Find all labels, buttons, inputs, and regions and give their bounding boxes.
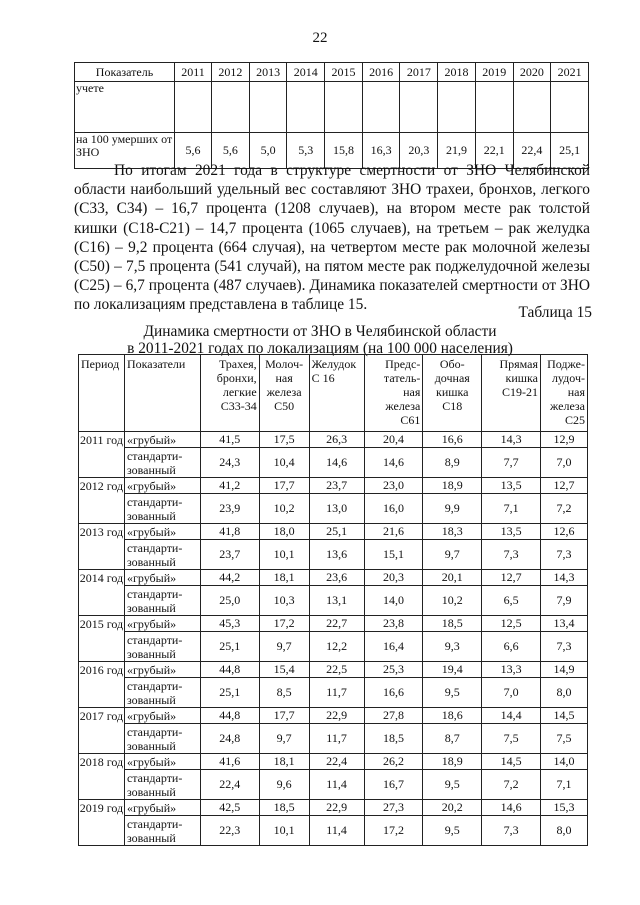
standardized-value: 11,7 [309,724,364,754]
standardized-value: 13,1 [309,586,364,616]
crude-value: 23,8 [364,616,423,632]
crude-row [79,432,588,448]
top-header-year: 2011 [175,63,212,82]
crude-row [79,800,588,816]
standardized-value: 7,7 [482,448,541,478]
crude-row [79,662,588,678]
table-number: Таблица 15 [518,304,592,321]
top-cell-value [400,82,438,133]
standardized-value: 7,2 [482,770,541,800]
period-cell: 2013 год [79,524,125,570]
crude-value: 17,7 [259,708,309,724]
summary-text: По итогам 2021 года в структуре смертности от ЗНО Челябинской области наибольший удельный вес составляют ЗНО трахеи, бронхов, легкого (С33, С34) – 16,7 процента (1208 случаев), на втором месте рак толстой кишки (С18-С21) – 14,7 процента (1065 случаев), на третьем – рак желудка (С16) – 9,2 процента (664 случая), на четвертом месте рак молочной железы (С50) – 7,5 процента (541 случай), на пятом месте рак поджелудочной железы (С25) – 6,7 процента (487 случаев). Динамика показателей смертности от ЗНО по локализациям представлена в таблице 15. [74,162,590,314]
crude-value: 18,1 [259,570,309,586]
crude-row [79,616,588,632]
top-table-header-row [75,63,589,82]
header-pancreas: Подже- лудоч- ная железа С25 [541,355,588,432]
indicator-standardized: стандарти-зованный [124,540,200,570]
crude-value: 20,1 [423,570,482,586]
crude-value: 17,7 [259,478,309,494]
standardized-value: 25,1 [200,632,259,662]
crude-row [79,708,588,724]
standardized-value: 25,0 [200,586,259,616]
top-cell-value [175,82,212,133]
standardized-row [79,632,588,662]
standardized-value: 7,3 [482,540,541,570]
standardized-value: 7,1 [541,770,588,800]
crude-value: 15,3 [541,800,588,816]
top-cell-value: 5,3 [287,133,325,169]
indicator-crude: «грубый» [124,570,200,586]
crude-value: 14,4 [482,708,541,724]
header-indicator: Показатели [124,355,200,432]
crude-row [79,478,588,494]
crude-value: 18,3 [423,524,482,540]
standardized-value: 9,7 [259,632,309,662]
header-colon: Обо- дочная кишка С18 [423,355,482,432]
indicator-standardized: стандарти-зованный [124,724,200,754]
crude-row [79,754,588,770]
crude-row [79,570,588,586]
standardized-value: 8,5 [259,678,309,708]
crude-value: 45,3 [200,616,259,632]
header-breast: Молоч- ная железа С50 [259,355,309,432]
standardized-value: 8,9 [423,448,482,478]
crude-value: 44,8 [200,708,259,724]
standardized-value: 13,6 [309,540,364,570]
indicator-crude: «грубый» [124,432,200,448]
crude-value: 21,6 [364,524,423,540]
header-rectum: Прямая кишка С19-21 [482,355,541,432]
crude-value: 25,1 [309,524,364,540]
crude-value: 44,2 [200,570,259,586]
crude-value: 18,9 [423,754,482,770]
standardized-row [79,494,588,524]
top-cell-value [438,82,476,133]
standardized-value: 8,0 [541,816,588,846]
top-header-year: 2017 [400,63,438,82]
indicator-standardized: стандарти-зованный [124,770,200,800]
top-cell-value: 22,4 [513,133,551,169]
top-cell-value: 20,3 [400,133,438,169]
top-table-continuation [74,62,589,169]
crude-value: 14,5 [541,708,588,724]
standardized-value: 22,3 [200,816,259,846]
indicator-standardized: стандарти-зованный [124,678,200,708]
crude-value: 19,4 [423,662,482,678]
page-number: 22 [312,30,328,46]
crude-value: 41,8 [200,524,259,540]
standardized-value: 6,5 [482,586,541,616]
top-cell-value [475,82,513,133]
top-cell-value: 15,8 [325,133,363,169]
top-cell-value [249,82,287,133]
crude-value: 20,4 [364,432,423,448]
header-prostate: Предс- татель- ная железа С61 [364,355,423,432]
top-cell-value: 25,1 [551,133,589,169]
indicator-crude: «грубый» [124,800,200,816]
crude-value: 12,7 [482,570,541,586]
crude-value: 13,3 [482,662,541,678]
crude-value: 18,5 [259,800,309,816]
crude-value: 12,5 [482,616,541,632]
standardized-row [79,816,588,846]
crude-value: 22,9 [309,800,364,816]
crude-value: 22,7 [309,616,364,632]
header-lung: Трахея, бронхи, легкие С33-34 [200,355,259,432]
crude-value: 17,2 [259,616,309,632]
period-cell: 2015 год [79,616,125,662]
crude-value: 18,0 [259,524,309,540]
standardized-value: 9,5 [423,816,482,846]
crude-value: 22,4 [309,754,364,770]
crude-value: 20,2 [423,800,482,816]
standardized-value: 9,7 [259,724,309,754]
crude-value: 17,5 [259,432,309,448]
indicator-crude: «грубый» [124,616,200,632]
top-cell-value: 16,3 [362,133,400,169]
crude-value: 27,3 [364,800,423,816]
standardized-value: 7,0 [482,678,541,708]
mortality-header-row [79,355,588,432]
header-period: Период [79,355,125,432]
crude-value: 22,5 [309,662,364,678]
top-header-year: 2018 [438,63,476,82]
crude-value: 14,6 [482,800,541,816]
crude-value: 14,9 [541,662,588,678]
standardized-value: 11,7 [309,678,364,708]
crude-value: 41,2 [200,478,259,494]
top-cell-value: 22,1 [475,133,513,169]
standardized-value: 7,1 [482,494,541,524]
top-header-year: 2020 [513,63,551,82]
standardized-value: 14,6 [309,448,364,478]
standardized-value: 7,3 [541,632,588,662]
table-title-line-2: в 2011-2021 годах по локализациям (на 100 000 населения) [127,340,513,357]
standardized-value: 8,7 [423,724,482,754]
crude-value: 42,5 [200,800,259,816]
top-cell-value [551,82,589,133]
crude-value: 44,8 [200,662,259,678]
crude-value: 14,0 [541,754,588,770]
top-cell-value [513,82,551,133]
top-header-year: 2015 [325,63,363,82]
standardized-value: 15,1 [364,540,423,570]
crude-value: 12,6 [541,524,588,540]
standardized-value: 9,7 [423,540,482,570]
indicator-standardized: стандарти-зованный [124,494,200,524]
standardized-value: 7,5 [541,724,588,754]
crude-value: 41,5 [200,432,259,448]
standardized-value: 9,5 [423,678,482,708]
standardized-value: 16,7 [364,770,423,800]
top-header-year: 2013 [249,63,287,82]
standardized-value: 7,0 [541,448,588,478]
standardized-value: 10,3 [259,586,309,616]
top-cell-value [325,82,363,133]
standardized-value: 14,6 [364,448,423,478]
standardized-value: 23,9 [200,494,259,524]
period-cell: 2018 год [79,754,125,800]
standardized-value: 25,1 [200,678,259,708]
standardized-value: 10,1 [259,816,309,846]
standardized-row [79,678,588,708]
top-cell-value: 5,0 [249,133,287,169]
standardized-row [79,770,588,800]
crude-value: 41,6 [200,754,259,770]
standardized-value: 22,4 [200,770,259,800]
crude-value: 13,5 [482,478,541,494]
standardized-row [79,586,588,616]
standardized-value: 11,4 [309,816,364,846]
header-stomach: Желудок С 16 [309,355,364,432]
standardized-value: 9,9 [423,494,482,524]
top-cell-value: 5,6 [212,133,250,169]
period-cell: 2019 год [79,800,125,846]
top-cell-value [362,82,400,133]
standardized-value: 7,5 [482,724,541,754]
top-row-label: учете [75,82,175,133]
standardized-value: 7,3 [541,540,588,570]
standardized-value: 10,2 [423,586,482,616]
crude-value: 23,6 [309,570,364,586]
standardized-value: 12,2 [309,632,364,662]
top-cell-value [287,82,325,133]
standardized-value: 10,2 [259,494,309,524]
standardized-value: 24,3 [200,448,259,478]
standardized-value: 9,6 [259,770,309,800]
standardized-value: 6,6 [482,632,541,662]
crude-value: 23,7 [309,478,364,494]
crude-value: 26,2 [364,754,423,770]
crude-row [79,524,588,540]
crude-value: 18,9 [423,478,482,494]
crude-value: 16,6 [423,432,482,448]
standardized-value: 23,7 [200,540,259,570]
crude-value: 27,8 [364,708,423,724]
top-header-year: 2012 [212,63,250,82]
indicator-crude: «грубый» [124,754,200,770]
indicator-crude: «грубый» [124,478,200,494]
period-cell: 2014 год [79,570,125,616]
indicator-standardized: стандарти-зованный [124,586,200,616]
top-header-year: 2019 [475,63,513,82]
indicator-standardized: стандарти-зованный [124,632,200,662]
crude-value: 18,6 [423,708,482,724]
standardized-value: 24,8 [200,724,259,754]
crude-value: 13,4 [541,616,588,632]
crude-value: 14,3 [541,570,588,586]
top-table-row [75,82,589,133]
standardized-row [79,540,588,570]
standardized-value: 18,5 [364,724,423,754]
crude-value: 26,3 [309,432,364,448]
standardized-value: 7,2 [541,494,588,524]
standardized-value: 14,0 [364,586,423,616]
crude-value: 15,4 [259,662,309,678]
standardized-value: 17,2 [364,816,423,846]
crude-value: 25,3 [364,662,423,678]
standardized-value: 13,0 [309,494,364,524]
standardized-row [79,724,588,754]
standardized-value: 16,6 [364,678,423,708]
standardized-value: 7,9 [541,586,588,616]
standardized-value: 10,1 [259,540,309,570]
top-header-year: 2014 [287,63,325,82]
table-title-line-1: Динамика смертности от ЗНО в Челябинской области [143,323,497,340]
period-cell: 2012 год [79,478,125,524]
top-cell-value: 5,6 [175,133,212,169]
indicator-crude: «грубый» [124,708,200,724]
crude-value: 12,7 [541,478,588,494]
standardized-value: 11,4 [309,770,364,800]
crude-value: 12,9 [541,432,588,448]
crude-value: 18,5 [423,616,482,632]
crude-value: 14,5 [482,754,541,770]
indicator-crude: «грубый» [124,662,200,678]
crude-value: 13,5 [482,524,541,540]
crude-value: 23,0 [364,478,423,494]
period-cell: 2011 год [79,432,125,478]
top-cell-value: 21,9 [438,133,476,169]
standardized-row [79,448,588,478]
indicator-crude: «грубый» [124,524,200,540]
crude-value: 14,3 [482,432,541,448]
standardized-value: 9,3 [423,632,482,662]
standardized-value: 9,5 [423,770,482,800]
crude-value: 22,9 [309,708,364,724]
standardized-value: 10,4 [259,448,309,478]
indicator-standardized: стандарти-зованный [124,448,200,478]
top-header-year: 2016 [362,63,400,82]
top-cell-value [212,82,250,133]
crude-value: 18,1 [259,754,309,770]
standardized-value: 8,0 [541,678,588,708]
standardized-value: 16,4 [364,632,423,662]
crude-value: 20,3 [364,570,423,586]
top-header-label: Показатель [75,63,175,82]
summary-paragraph [74,161,590,315]
top-header-year: 2021 [551,63,589,82]
standardized-value: 7,3 [482,816,541,846]
period-cell: 2017 год [79,708,125,754]
period-cell: 2016 год [79,662,125,708]
top-row-label: на 100 умерших от ЗНО [75,133,175,169]
mortality-table [78,354,588,846]
standardized-value: 16,0 [364,494,423,524]
indicator-standardized: стандарти-зованный [124,816,200,846]
